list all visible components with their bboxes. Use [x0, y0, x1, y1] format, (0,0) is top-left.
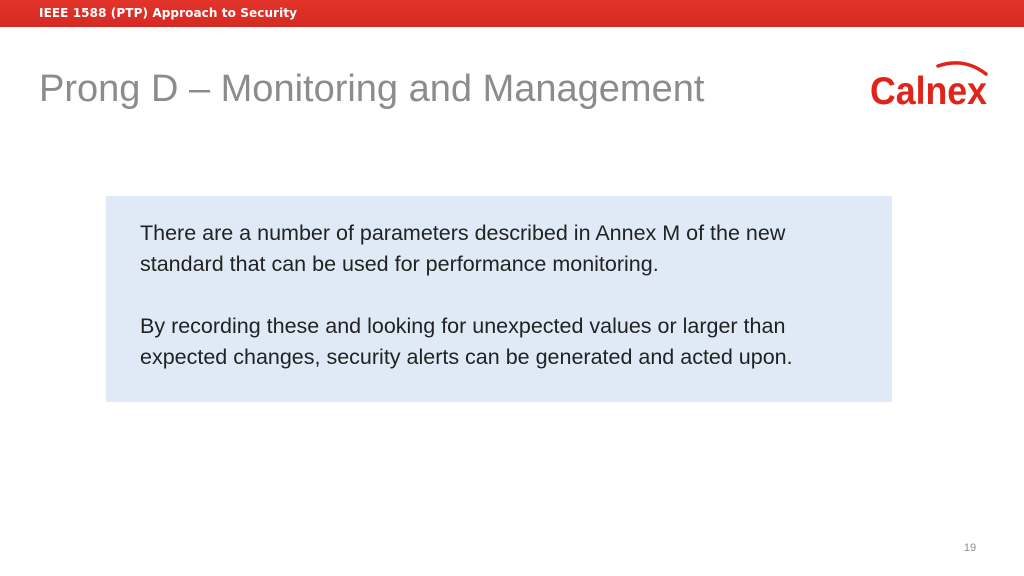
logo-text: Calnex — [870, 70, 988, 113]
callout-box — [106, 196, 892, 402]
page-number: 19 — [963, 542, 977, 554]
header-bar — [0, 0, 1024, 27]
page-title: Prong D – Monitoring and Management — [39, 68, 705, 110]
section-title: IEEE 1588 (PTP) Approach to Security — [39, 6, 298, 20]
callout-paragraph-2: By recording these and looking for unexpected values or larger than expected changes, security alerts can be generated and acted upon. — [140, 314, 793, 369]
callout-paragraph-1: There are a number of parameters described in Annex M of the new standard that can be used for performance monitoring. — [140, 221, 786, 276]
calnex-logo — [868, 58, 992, 114]
